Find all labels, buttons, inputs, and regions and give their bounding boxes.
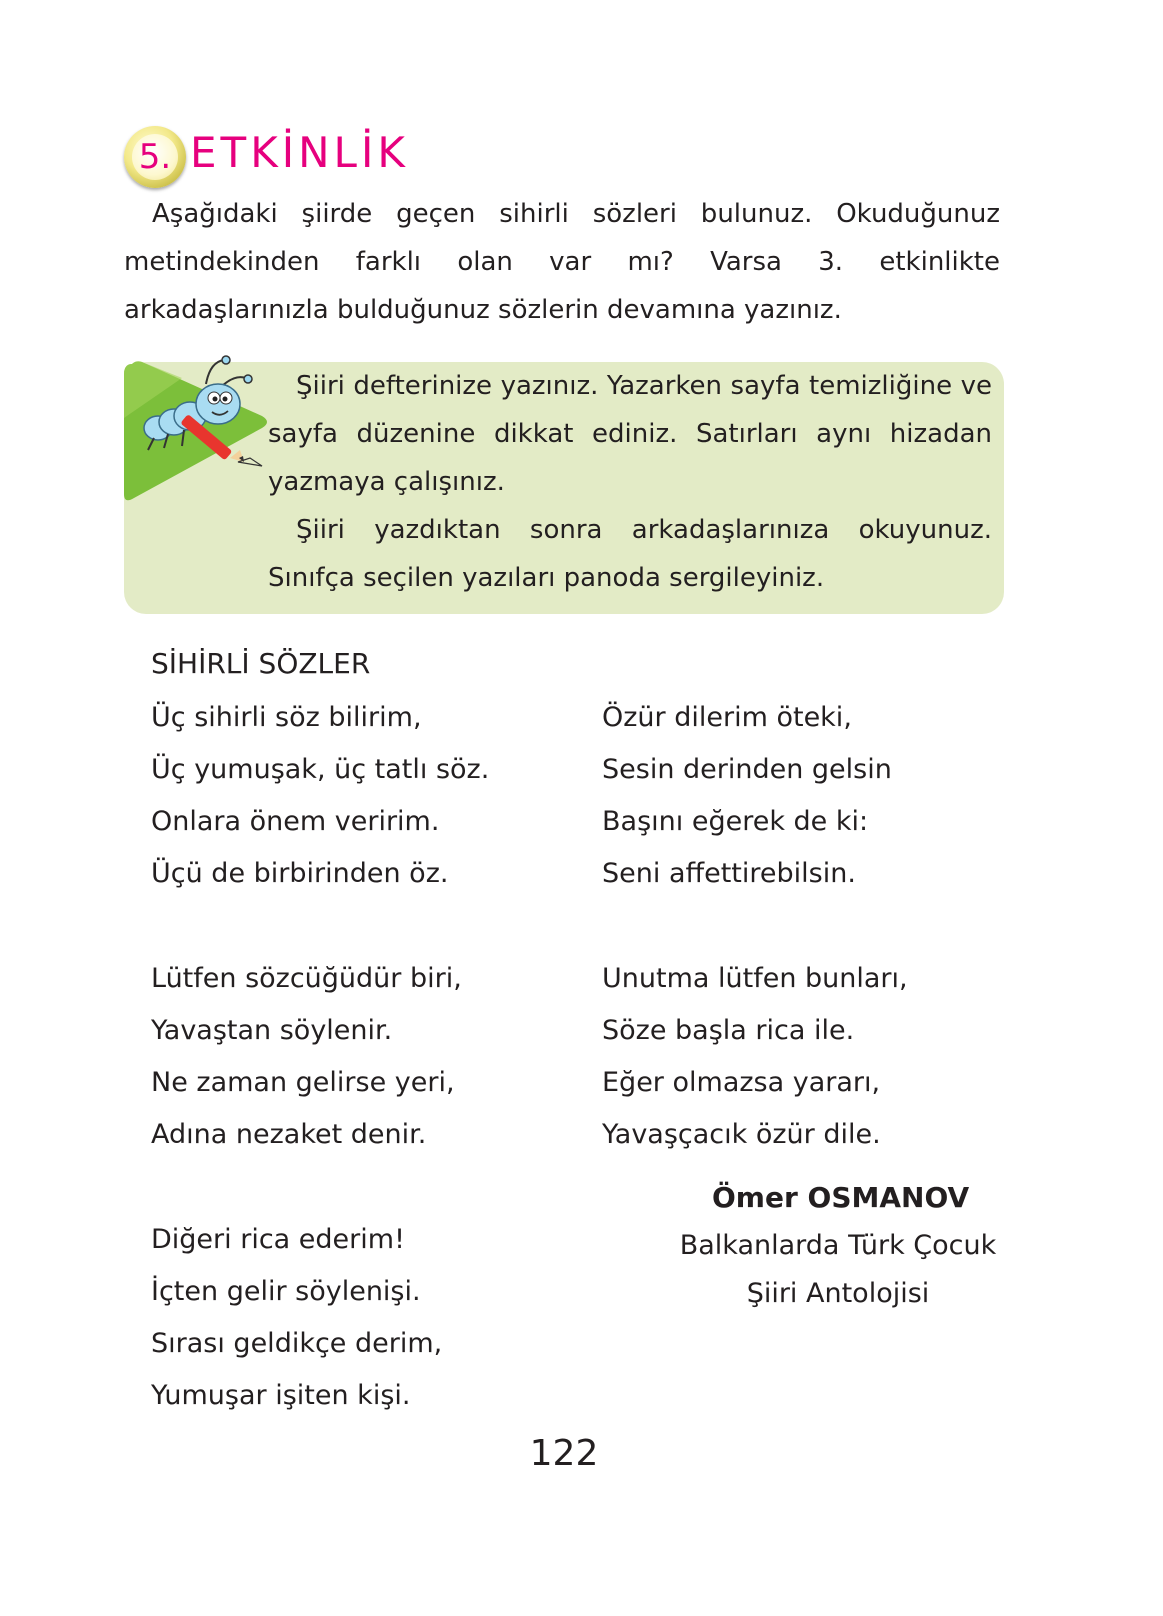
poem-stanza bbox=[151, 692, 489, 900]
poem-line: Yavaştan söylenir. bbox=[151, 1015, 393, 1046]
poem-line: Adına nezaket denir. bbox=[151, 1119, 427, 1150]
note-text bbox=[268, 362, 992, 602]
poem-source bbox=[674, 1222, 1002, 1318]
note-paragraph-1: Şiiri defterinize yazınız. Yazarken sayfa temizliğine ve sayfa düzenine dikkat ediniz. Satırları aynı hizadan yazmaya çalışınız. bbox=[268, 371, 992, 497]
activity-number-badge bbox=[124, 126, 186, 188]
poem-line: Yavaşçacık özür dile. bbox=[602, 1119, 881, 1150]
poem-line: Üçü de birbirinden öz. bbox=[151, 858, 449, 889]
poem-title: SİHİRLİ SÖZLER bbox=[151, 647, 371, 680]
intro-paragraph: Aşağıdaki şiirde geçen sihirli sözleri bulunuz. Okuduğunuz metindekinden farklı olan var mı? Varsa 3. etkinlikte arkadaşlarınızla bulduğunuz sözlerin devamına yazınız. bbox=[124, 199, 1000, 325]
poem-line: Söze başla rica ile. bbox=[602, 1015, 855, 1046]
activity-title: ETKİNLİK bbox=[190, 128, 409, 177]
poem-line: Üç yumuşak, üç tatlı söz. bbox=[151, 754, 490, 785]
poem-line: İçten gelir söylenişi. bbox=[151, 1276, 421, 1307]
poem-line: Sesin derinden gelsin bbox=[602, 754, 892, 785]
poem-line: Lütfen sözcüğüdür biri, bbox=[151, 963, 462, 994]
poem-line: Unutma lütfen bunları, bbox=[602, 963, 908, 994]
poem-line: Ne zaman gelirse yeri, bbox=[151, 1067, 455, 1098]
poem-line: Üç sihirli söz bilirim, bbox=[151, 702, 422, 733]
poem-stanza bbox=[602, 953, 908, 1161]
writing-bug-mascot-icon bbox=[128, 354, 264, 468]
poem-line: Eğer olmazsa yararı, bbox=[602, 1067, 881, 1098]
poem-author: Ömer OSMANOV bbox=[712, 1181, 970, 1214]
page-number: 122 bbox=[529, 1433, 599, 1474]
activity-number: 5. bbox=[138, 137, 172, 177]
poem-line: Seni affettirebilsin. bbox=[602, 858, 856, 889]
poem-line: Diğeri rica ederim! bbox=[151, 1224, 405, 1255]
poem-line: Onlara önem veririm. bbox=[151, 806, 440, 837]
poem-source-line: Şiiri Antolojisi bbox=[746, 1278, 930, 1309]
poem-line: Başını eğerek de ki: bbox=[602, 806, 869, 837]
poem-source-line: Balkanlarda Türk Çocuk bbox=[679, 1230, 997, 1261]
poem-stanza bbox=[151, 953, 462, 1161]
poem-line: Özür dilerim öteki, bbox=[602, 702, 852, 733]
intro-text bbox=[124, 190, 1000, 334]
poem-stanza bbox=[151, 1214, 442, 1422]
poem-line: Yumuşar işiten kişi. bbox=[151, 1380, 411, 1411]
poem-line: Sırası geldikçe derim, bbox=[151, 1328, 443, 1359]
poem-stanza bbox=[602, 692, 892, 900]
note-paragraph-2: Şiiri yazdıktan sonra arkadaşlarınıza okuyunuz. Sınıfça seçilen yazıları panoda sergileyiniz. bbox=[268, 515, 992, 593]
